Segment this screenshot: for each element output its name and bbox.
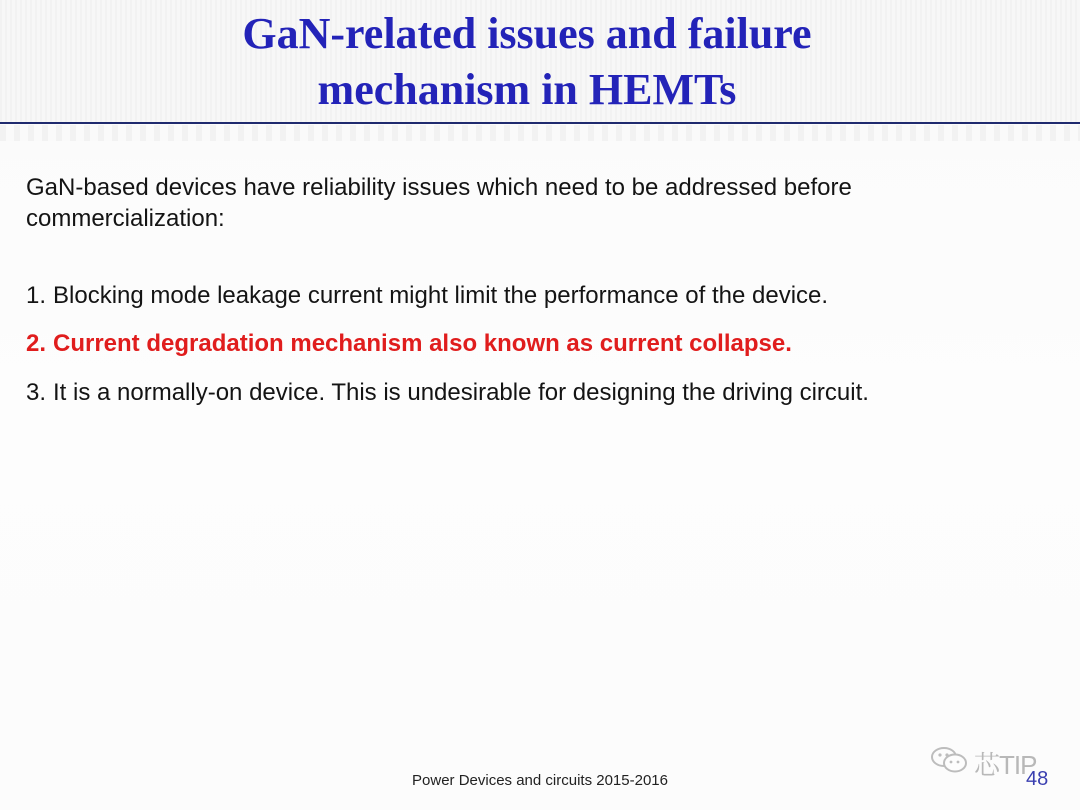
title-divider — [0, 122, 1080, 124]
list-item-1-text: Blocking mode leakage current might limit the performance of the device. — [53, 282, 829, 309]
slide-page-number: 48 — [1026, 768, 1049, 790]
title-line-2: mechanism in HEMTs — [317, 65, 737, 114]
list-item-3-text: It is a normally-on device. This is undesirable for designing the driving circuit. — [53, 379, 869, 406]
list-item-3-number: 3. — [26, 379, 47, 406]
title-line-1: GaN-related issues and failure — [242, 9, 812, 58]
title-area — [0, 0, 1080, 122]
slide-footer: Power Devices and circuits 2015-2016 — [412, 772, 668, 789]
list-item-1 — [26, 281, 1066, 311]
watermark-text: 芯TIP — [974, 749, 1037, 780]
list-item-2-number: 2. — [26, 330, 47, 357]
intro-text: GaN-based devices have reliability issues which need to be addressed before commercialization: — [26, 174, 852, 232]
watermark — [930, 746, 1036, 780]
list-item-2-text: Current degradation mechanism also known as current collapse. — [53, 330, 792, 357]
chat-bubbles-icon — [930, 745, 974, 782]
list-item-1-number: 1. — [26, 282, 47, 309]
slide-title — [0, 6, 1054, 118]
list-item-3 — [26, 378, 1066, 408]
list-item-2-highlighted — [26, 329, 1066, 359]
title-divider-texture — [0, 125, 1080, 141]
